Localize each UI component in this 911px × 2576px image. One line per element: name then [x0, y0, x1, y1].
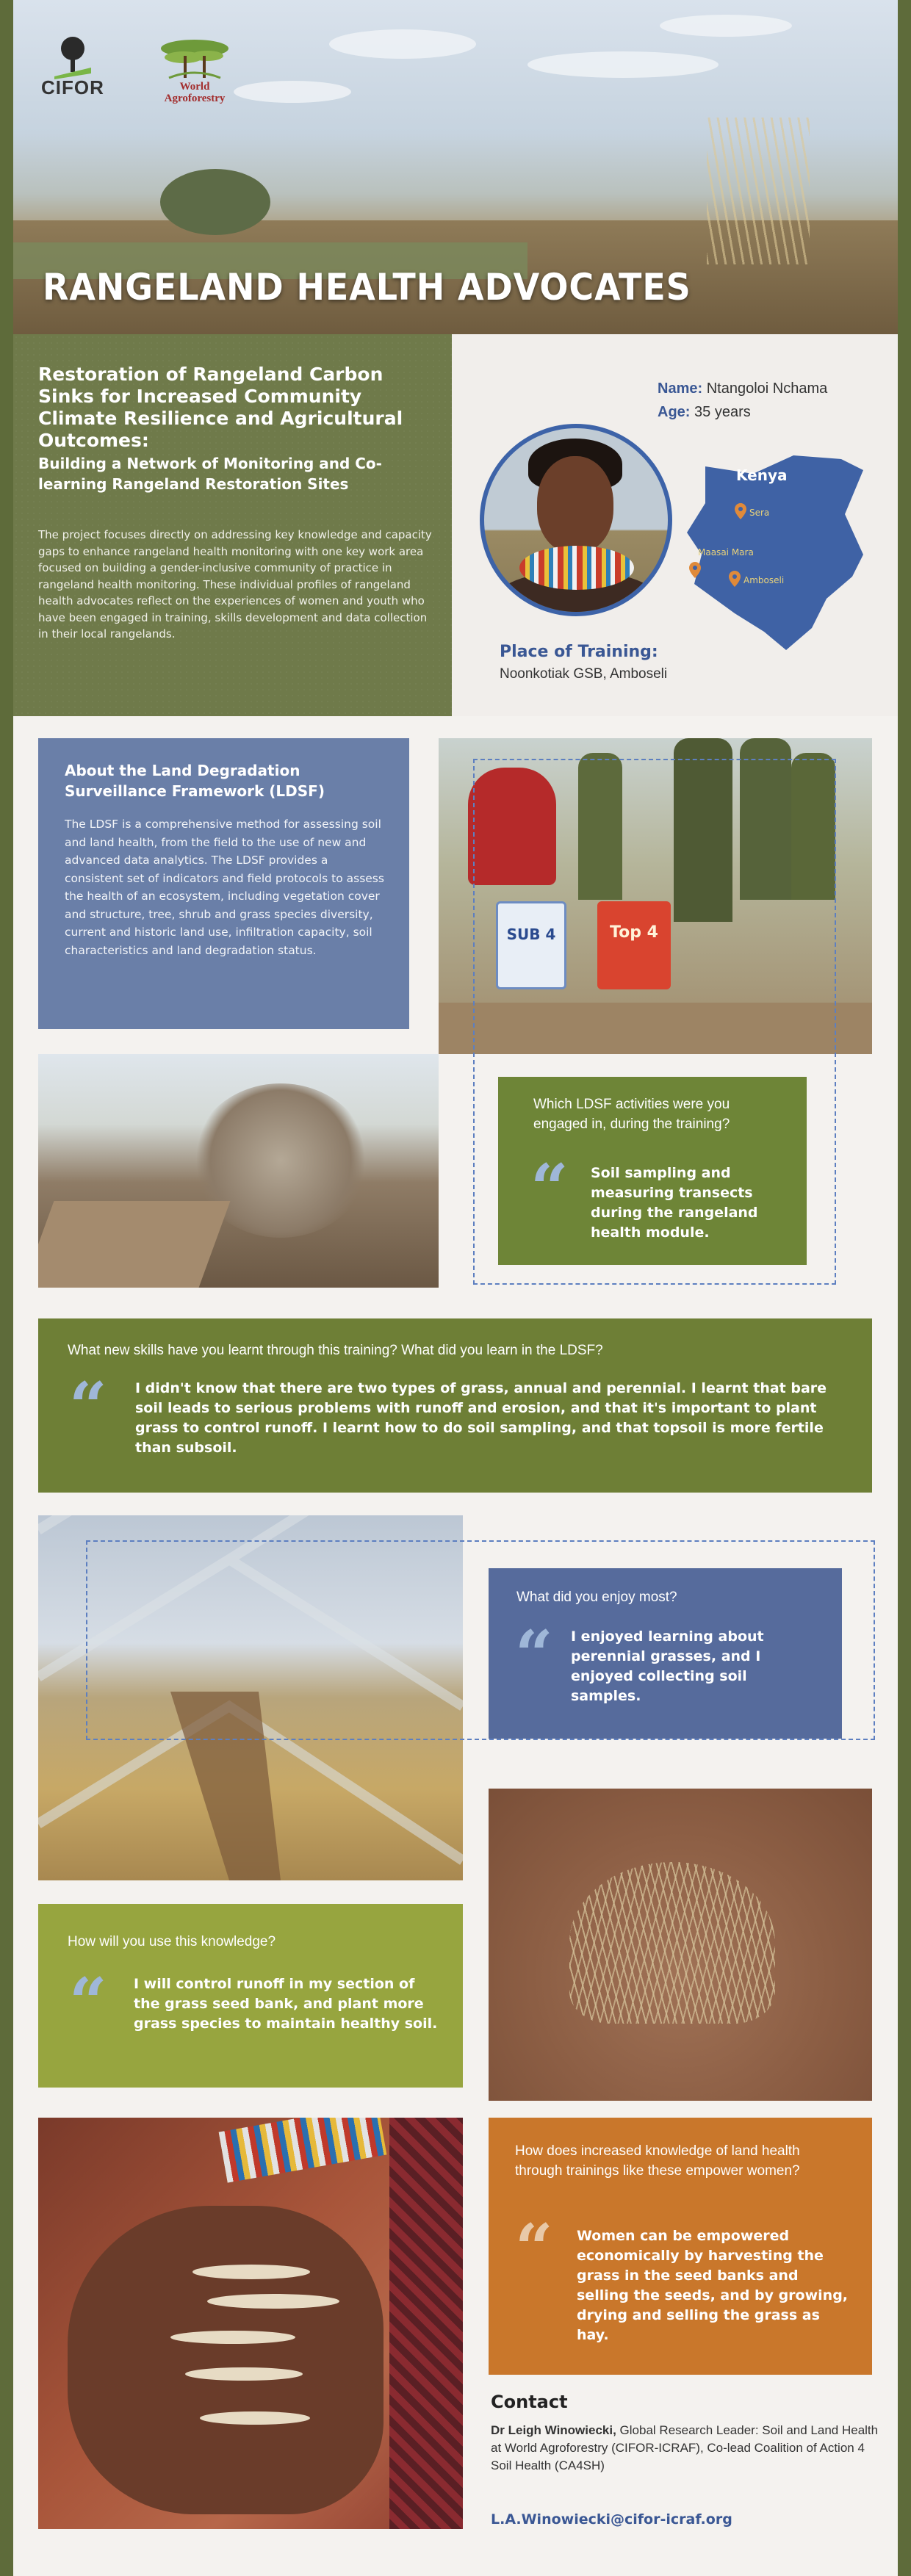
seed-pod — [207, 2294, 339, 2309]
cifor-tree-icon — [54, 35, 91, 79]
answer-enjoy-most: I enjoyed learning about perennial grasses, and I enjoyed collecting soil samples. — [571, 1628, 764, 1704]
answer-ldsf-activities: Soil sampling and measuring transects during the rangeland health module. — [591, 1165, 758, 1241]
map-pin-icon — [735, 503, 746, 519]
qa-box-empower-women — [489, 2118, 872, 2375]
photo-hand-seeds — [38, 2118, 463, 2529]
seed-pod — [170, 2331, 295, 2344]
quote-icon: “ — [515, 2209, 553, 2287]
qa-box-new-skills — [38, 1318, 872, 1493]
left-border-strip — [0, 0, 13, 2576]
cifor-logo — [41, 35, 104, 99]
project-subtitle: Building a Network of Monitoring and Co-learning Rangeland Restoration Sites — [38, 455, 382, 493]
place-of-training-label: Place of Training: — [500, 643, 658, 661]
answer-empower-women: Women can be empowered economically by harvesting the grass in the seed banks and selling the seeds, and by growing, drying and selling the grass as hay. — [577, 2228, 849, 2343]
question-new-skills: What new skills have you learnt through this training? What did you learn in the LDSF? — [68, 1343, 603, 1358]
map-place-maasai-mara: Maasai Mara — [698, 547, 754, 558]
seed-pod — [192, 2265, 310, 2279]
map-pin-icon — [729, 571, 741, 587]
place-of-training-value: Noonkotiak GSB, Amboseli — [500, 666, 668, 682]
wa-logo-line1: World — [179, 81, 210, 93]
qa-box-enjoy-most — [489, 1568, 842, 1739]
question-use-knowledge: How will you use this knowledge? — [68, 1934, 276, 1949]
world-agroforestry-logo — [154, 38, 235, 104]
portrait-beaded-necklace — [519, 546, 634, 590]
question-enjoy-most: What did you enjoy most? — [516, 1590, 677, 1605]
qa-box-ldsf-activities — [498, 1077, 807, 1265]
quote-icon: “ — [69, 1368, 107, 1446]
wa-logo-line2: Agroforestry — [164, 93, 226, 104]
shuka-cloth — [389, 2118, 463, 2529]
grass-clump — [569, 1862, 775, 2024]
map-pin-icon — [689, 562, 701, 578]
eroded-path — [38, 1201, 230, 1288]
map-place-sera: Sera — [749, 508, 770, 518]
acacia-tree-icon — [154, 38, 235, 81]
name-value: Ntangoloi Nchama — [706, 380, 828, 397]
age-value: 35 years — [694, 404, 751, 420]
hero-grass — [707, 118, 810, 264]
portrait-face — [537, 456, 613, 553]
answer-new-skills: I didn't know that there are two types of grass, annual and perennial. I learnt that bare soil leads to serious problems with runoff and erosion, and that it's important to plant grass to control runoff. I learnt how to do soil sampling, and that topsoil is more fertile than subsoil. — [135, 1380, 827, 1456]
project-intro-panel — [13, 334, 452, 716]
kenya-map — [683, 452, 882, 650]
advocate-portrait — [480, 424, 672, 616]
quote-icon: “ — [69, 1963, 107, 2041]
soil-bucket-top: Top 4 — [597, 901, 671, 989]
cifor-logo-text: CIFOR — [41, 76, 104, 98]
age-label: Age: — [658, 404, 691, 420]
right-border-strip — [898, 0, 911, 2576]
ldsf-description: The LDSF is a comprehensive method for assessing soil and land health, from the field to the use of new and advanced data analytics. The LDSF provides a consistent set of indicators and field protocols to assess the health of an ecosystem, including vegetation cover and structure, tree, shrub and grass species diversity, current and historic land use, infiltration capacity, soil characteristics and land degradation status. — [65, 818, 384, 957]
contact-heading: Contact — [491, 2392, 568, 2412]
contact-email-link[interactable]: L.A.Winowiecki@cifor-icraf.org — [491, 2511, 732, 2528]
open-palm — [68, 2206, 384, 2514]
cloud — [527, 51, 719, 78]
age-row — [658, 404, 751, 421]
photo-grass-tuft — [489, 1789, 872, 2101]
quote-icon: “ — [515, 1616, 553, 1694]
project-description: The project focuses directly on addressing key knowledge and capacity gaps to enhance rangeland health monitoring with one key work area focused on building a gender-inclusive community of practice in rangeland health monitoring. These individual profiles of rangeland health advocates reflect on the experiences of women and youth who have been engaged in training, skills development and data collection in their local rangelands. — [38, 528, 432, 641]
hero-banner — [13, 0, 898, 334]
map-place-amboseli: Amboseli — [743, 575, 785, 585]
hero-tree — [160, 169, 270, 235]
beaded-bracelet — [219, 2118, 387, 2183]
page-title: RANGELAND HEALTH ADVOCATES — [43, 266, 691, 309]
question-empower-women: How does increased knowledge of land health through trainings like these empower women? — [515, 2143, 800, 2179]
advocate-profile-panel — [452, 334, 898, 716]
cloud — [329, 29, 476, 59]
name-label: Name: — [658, 380, 703, 397]
contact-person: Dr Leigh Winowiecki, — [491, 2423, 616, 2437]
seed-pod — [185, 2367, 303, 2381]
map-country-label: Kenya — [736, 466, 788, 484]
project-title: Restoration of Rangeland Carbon Sinks for Increased Community Climate Resilience and Agricultural Outcomes: — [38, 364, 403, 451]
qa-box-use-knowledge — [38, 1904, 463, 2088]
quote-icon: “ — [530, 1150, 569, 1227]
cloud — [234, 81, 351, 103]
ldsf-info-box — [38, 738, 409, 1029]
contact-role: Global Research Leader: Soil and Land Health at World Agroforestry (CIFOR-ICRAF), Co-lead Coalition of Action 4 Soil Health (CA4SH) — [491, 2423, 879, 2472]
cloud — [660, 15, 792, 37]
soil-bucket-sub: SUB 4 — [496, 901, 566, 989]
photo-dry-shrub — [38, 1054, 439, 1288]
seed-pod — [200, 2411, 310, 2425]
answer-use-knowledge: I will control runoff in my section of the grass seed bank, and plant more grass species to maintain healthy soil. — [134, 1976, 438, 2032]
name-row — [658, 380, 827, 397]
question-ldsf-activities: Which LDSF activities were you engaged in, during the training? — [533, 1097, 730, 1132]
contact-details — [491, 2422, 887, 2475]
ldsf-title: About the Land Degradation Surveillance Framework (LDSF) — [65, 762, 325, 800]
